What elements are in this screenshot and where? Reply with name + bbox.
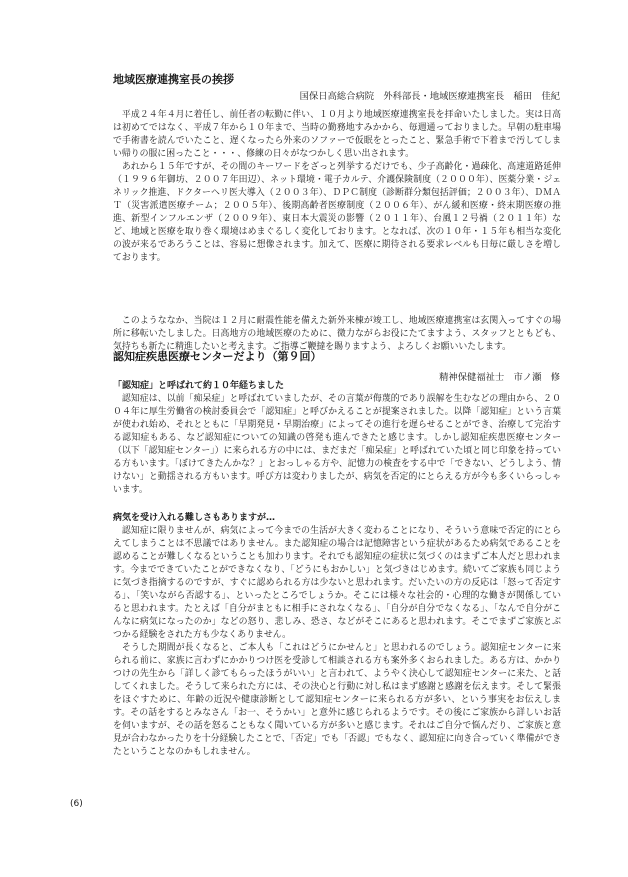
article-body-liaison: [113, 109, 561, 265]
article-title-dementia-center: 認知症疾患医療センターだより（第９回）: [113, 350, 322, 363]
paragraph: このようななか、当院は１２月に耐震性能を備えた新外来棟が竣工し、地域医療連携室は玄関入ってすぐの場所に移転いたしました。日高地方の地域医療のために、微力ながらお役にたてますよう、スタッフとともども、気持ちも新たに精進したいと考えます。ご指導ご鞭撻を賜りますよう、よろしくお願いいたします。: [113, 316, 561, 352]
section-body: [113, 393, 561, 497]
paragraph: 認知症は、以前「痴呆症」と呼ばれていましたが、その言葉が侮蔑的であり誤解を生むなどの理由から、２００４年に厚生労働省の検討委員会で「認知症」と呼びかえることが提案されました。以降「認知症」という言葉が使われ始め、それとともに「早期発見・早期治療」によってその進行を遅らせることができ、治療して完治する認知症もある、など認知症についての知識の啓発も進んできたと感じます。しかし認知症疾患医療センター（以下「認知症センター」）に来られる方の中には、まだまだ「痴呆症」と呼ばれていた頃と同じ印象を持っている方もいます。「ぼけてきたんかな？」とおっしゃる方や、記憶力の検査をする中で「できない、どうしよう、情けない」と動揺される方もいます。呼び方は変わりましたが、病気を否定的にとらえる方が今も多くいらっしゃいます。: [113, 394, 561, 495]
section-body: [113, 525, 561, 759]
article-title-liaison: 地域医療連携室長の挨拶: [113, 73, 234, 86]
article-body-liaison-closing: [113, 315, 561, 354]
paragraph: あれから１５年ですが、その間のキーワードをざっと列挙するだけでも、少子高齢化・過疎化、高速道路延伸（１９９６年御坊、２００７年田辺）、ネット環境・電子カルテ、介護保険制度（２０００年）、医薬分業・ジェネリック推進、ドクターヘリ医大導入（２００３年）、ＤＰＣ制度（診断群分類包括評価；２００３年）、ＤＭＡＴ（災害派遣医療チーム；２００５年）、後期高齢者医療制度（２００６年）、がん緩和医療・終末期医療の推進、新型インフルエンザ（２００９年）、東日本大震災の影響（２０１１年）、台風１２号禍（２０１１年）など、地域と医療を取り巻く環境はめまぐるしく変化しております。となれば、次の１０年・１５年も相当な変化の波が来るであろうことは、容易に想像されます。加えて、医療に期待される要求レベルも日毎に厳しさを増しております。: [113, 162, 561, 263]
article-author-liaison: 国保日高総合病院 外科部長・地域医療連携室長 稲田 佳紀: [299, 91, 560, 102]
paragraph: 平成２４年４月に着任し、前任者の転勤に伴い、１０月より地域医療連携室長を拝命いたしました。実は日高は初めてではなく、平成７年から１０年まで、当時の勤務地すみかから、毎週通っておりました。早朝の駐車場で手術書を読んでいたこと、遅くなったら外来のソファーで仮眠をとったこと、緊急手術で下着まで汚してしまい帰りの服に困ったこと・・・、修練の日々がなつかしく思い出されます。: [113, 110, 561, 159]
section-heading: 「認知症」と呼ばれて約１０年経ちました: [113, 381, 285, 391]
paragraph: 認知症に限りませんが、病気によって今までの生活が大きく変わることになり、そういう意味で否定的にとらえてしまうことは不思議ではありません。また認知症の場合は記憶障害という症状があるため病気であることを認めることが難しくなるということも加わります。それでも認知症の症状に気づくのはまずご本人だと思われます。今までできていたことができなくなり、「どうにもおかしい」と気づきはじめます。続いてご家族も同じように気づき指摘するのですが、すぐに認められる方は少ないと思われます。だいたいの方の反応は「怒って否定する」、「笑いながら否認する」、といったところでしょうか。そこには様々な社会的・心理的な働きが関係していると思われます。たとえば「自分がまともに相手にされなくなる」、「自分が自分でなくなる」、「なんで自分がこんなに病気になったのか」などの怒り、悲しみ、恐さ、などがそこにあると思われます。そこでまずご家族とぶつかる経験をされた方も少なくありません。: [113, 526, 561, 640]
paragraph: そうした期間が長くなると、ご本人も「これはどうにかせんと」と思われるのでしょう。認知症センターに来られる前に、家族に言わずにかかりつけ医を受診して相談される方も案外多くおられました。ある方は、かかりつけの先生から「詳しく診てもらったほうがいい」と言われて、ようやく決心して認知症センターに来た、と話してくれました。そうして来られた方には、その決心と行動に対し私はまず感謝と感謝を伝えます。そして緊張をほぐすために、年齢の近況や健康診断として認知症センターに来られる方が多い、という事実をお伝えします。その話をするとみなさん「お一、そうかい」と意外に感じられるようです。その後にご家族から詳しいお話を伺いますが、その話を怒ることもなく聞いている方が多いと感じます。それはご自分で悩んだり、ご家族と意見が合わなかったりを十分経験したことで、「否定」でも「否認」でもなく、認知症に向き合っていく準備ができたということなのかもしれません。: [113, 643, 561, 757]
page-number: (6): [70, 799, 83, 809]
article-author-dementia-center: 精神保健福祉士 市ノ瀬 修: [439, 372, 560, 383]
section-heading: 病気を受け入れる難しさもありますが…: [113, 513, 276, 523]
